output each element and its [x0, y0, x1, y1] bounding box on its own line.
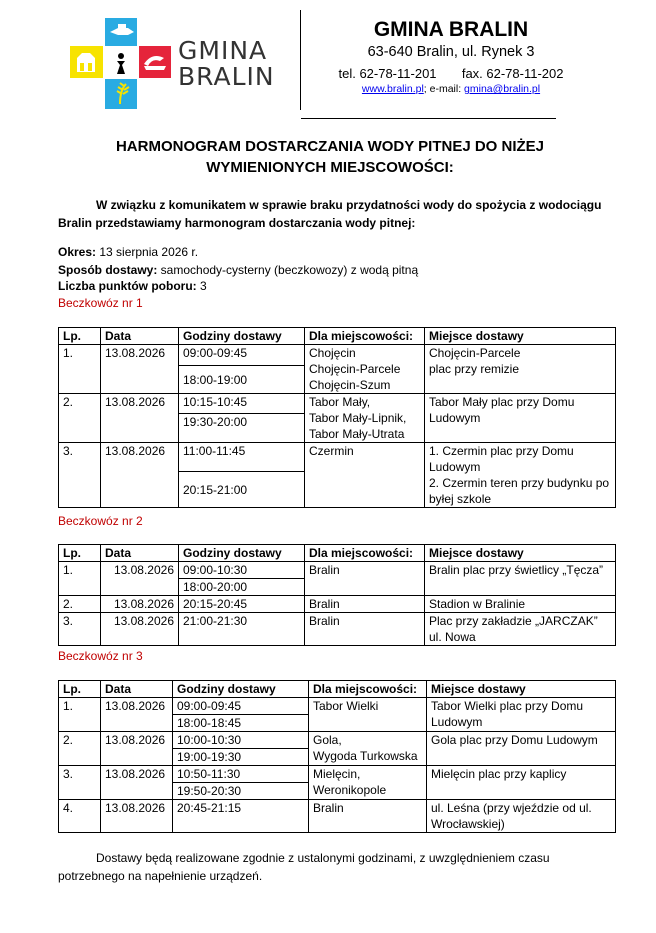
schedule-table-1: [58, 327, 616, 508]
header-tel: tel. 62-78-11-201: [338, 66, 437, 81]
table-header-row: [59, 328, 616, 345]
place: Chojęcin-Szum: [309, 378, 391, 392]
cell-time: 20:45-21:15: [173, 800, 309, 833]
table-row: [59, 562, 616, 579]
logo-wordmark: [178, 38, 275, 90]
liczba-label: Liczba punktów poboru:: [58, 279, 197, 293]
schedule-table-3: [58, 680, 616, 833]
email-label: ; e-mail:: [423, 83, 462, 95]
cell-location: Plac przy zakładzie „JARCZAK” ul. Nowa: [425, 613, 616, 646]
col-miejscowosci: Dla miejscowości:: [305, 328, 425, 345]
cell-lp: 2.: [59, 394, 101, 443]
cell-lp: 2.: [59, 596, 101, 613]
col-miejscowosci: Dla miejscowości:: [305, 545, 425, 562]
header-address: 63-640 Bralin, ul. Rynek 3: [367, 44, 535, 60]
cell-time: 11:00-11:45: [179, 443, 305, 472]
col-godziny: Godziny dostawy: [173, 681, 309, 698]
col-data: Data: [101, 545, 179, 562]
cell-places: [309, 732, 427, 766]
table-row: [59, 800, 616, 833]
section-title-beczkowoz-2: Beczkowóz nr 2: [58, 514, 143, 528]
meta-sposob: [58, 263, 418, 277]
website-link[interactable]: www.bralin.pl: [361, 83, 424, 95]
logo-line-1: GMINA: [178, 36, 268, 65]
place: Weronikopole: [313, 783, 387, 797]
place: Chojęcin: [309, 346, 356, 360]
table-row: [59, 394, 616, 414]
cell-date: 13.08.2026: [101, 698, 173, 732]
cell-date: 13.08.2026: [101, 766, 173, 800]
cell-lp: 3.: [59, 443, 101, 508]
table-row: [59, 698, 616, 715]
cell-time: 19:50-20:30: [173, 783, 309, 800]
cell-time: 09:00-09:45: [173, 698, 309, 715]
place: Tabor Mały-Utrata: [309, 427, 405, 441]
table-header-row: [59, 681, 616, 698]
cell-location: [425, 345, 616, 394]
location-line: Chojęcin-Parcele: [429, 346, 521, 360]
header-contact: [301, 83, 601, 95]
document-title: [80, 136, 580, 178]
col-miejscowosci: Dla miejscowości:: [309, 681, 427, 698]
cell-location: Gola plac przy Domu Ludowym: [427, 732, 616, 766]
cell-time: 09:00-09:45: [179, 345, 305, 366]
cell-places: [309, 766, 427, 800]
table-row: [59, 732, 616, 749]
cell-time: 10:50-11:30: [173, 766, 309, 783]
col-lp: Lp.: [59, 328, 101, 345]
cell-places: Bralin: [305, 562, 425, 596]
cell-places: Bralin: [305, 613, 425, 646]
place: Tabor Mały-Lipnik,: [309, 411, 407, 425]
place: Gola,: [313, 733, 342, 747]
location-line: 2. Czermin teren przy budynku po byłej szkole: [429, 476, 610, 506]
cell-places: [305, 345, 425, 394]
cell-time: 10:15-10:45: [179, 394, 305, 414]
cell-location: ul. Leśna (przy wjeździe od ul. Wrocławskiej): [427, 800, 616, 833]
cell-places: Czermin: [305, 443, 425, 508]
cell-date: 13.08.2026: [101, 394, 179, 443]
place: Tabor Mały,: [309, 395, 371, 409]
cell-places: [305, 394, 425, 443]
table-row: [59, 613, 616, 646]
cell-places: Bralin: [309, 800, 427, 833]
cell-lp: 1.: [59, 345, 101, 394]
intro-paragraph: W związku z komunikatem w sprawie braku przydatności wody do spożycia z wodociągu Bralin przedstawiamy harmonogram dostarczania wody pitnej:: [58, 198, 602, 230]
cell-lp: 3.: [59, 613, 101, 646]
footer-note: Dostawy będą realizowane zgodnie z ustalonymi godzinami, z uwzględnieniem czasu potrzebnego na napełnienie urządzeń.: [58, 851, 550, 883]
header-fax: fax. 62-78-11-202: [461, 66, 564, 81]
place: Wygoda Turkowska: [313, 749, 418, 763]
cell-date: 13.08.2026: [101, 596, 179, 613]
meta-okres: [58, 245, 198, 259]
cell-date: 13.08.2026: [101, 443, 179, 508]
logo-line-2: BRALIN: [178, 62, 275, 91]
cell-lp: 4.: [59, 800, 101, 833]
table-row: [59, 766, 616, 783]
col-miejsce: Miejsce dostawy: [425, 328, 616, 345]
section-title-beczkowoz-3: Beczkowóz nr 3: [58, 649, 143, 663]
table-row: [59, 596, 616, 613]
schedule-table-2: [58, 544, 616, 646]
meta-liczba: [58, 279, 207, 293]
cell-time: 18:00-18:45: [173, 715, 309, 732]
cell-time: 19:30-20:00: [179, 414, 305, 443]
col-data: Data: [101, 681, 173, 698]
cell-date: 13.08.2026: [101, 800, 173, 833]
col-godziny: Godziny dostawy: [179, 328, 305, 345]
place: Chojęcin-Parcele: [309, 362, 401, 376]
okres-value: 13 sierpnia 2026 r.: [96, 245, 199, 259]
section-title-beczkowoz-1: Beczkowóz nr 1: [58, 296, 143, 310]
email-link[interactable]: gmina@bralin.pl: [464, 83, 541, 95]
header-phone: [301, 66, 601, 81]
location-line: plac przy remizie: [429, 362, 520, 376]
cell-location: Mielęcin plac przy kaplicy: [427, 766, 616, 800]
table-row: [59, 345, 616, 366]
cell-lp: 2.: [59, 732, 101, 766]
cell-time: 20:15-20:45: [179, 596, 305, 613]
cell-date: 13.08.2026: [101, 345, 179, 394]
cell-time: 21:00-21:30: [179, 613, 305, 646]
sposob-label: Sposób dostawy:: [58, 263, 158, 277]
cell-location: [425, 443, 616, 508]
cell-time: 18:00-20:00: [179, 579, 305, 596]
cell-places: Bralin: [305, 596, 425, 613]
coat-of-arms-icon: [70, 14, 180, 109]
cell-date: 13.08.2026: [101, 562, 179, 596]
col-miejsce: Miejsce dostawy: [425, 545, 616, 562]
col-lp: Lp.: [59, 681, 101, 698]
cell-places: Tabor Wielki: [309, 698, 427, 732]
location-line: 1. Czermin plac przy Domu Ludowym: [429, 444, 574, 474]
cell-location: Tabor Wielki plac przy Domu Ludowym: [427, 698, 616, 732]
cell-lp: 1.: [59, 562, 101, 596]
title-line-1: HARMONOGRAM DOSTARCZANIA WODY PITNEJ DO NIŻEJ: [115, 138, 545, 155]
title-line-2: WYMIENIONYCH MIEJSCOWOŚCI:: [206, 159, 454, 176]
okres-label: Okres:: [58, 245, 97, 259]
col-data: Data: [101, 328, 179, 345]
cell-location: Tabor Mały plac przy Domu Ludowym: [425, 394, 616, 443]
cell-time: 10:00-10:30: [173, 732, 309, 749]
table-header-row: [59, 545, 616, 562]
cell-lp: 3.: [59, 766, 101, 800]
cell-time: 19:00-19:30: [173, 749, 309, 766]
cell-time: 09:00-10:30: [179, 562, 305, 579]
sposob-value: samochody-cysterny (beczkowozy) z wodą pitną: [157, 263, 419, 277]
header-title: GMINA BRALIN: [373, 18, 529, 41]
place: Mielęcin,: [313, 767, 361, 781]
col-godziny: Godziny dostawy: [179, 545, 305, 562]
col-miejsce: Miejsce dostawy: [427, 681, 616, 698]
cell-date: 13.08.2026: [101, 732, 173, 766]
cell-location: Stadion w Bralinie: [425, 596, 616, 613]
col-lp: Lp.: [59, 545, 101, 562]
table-row: [59, 443, 616, 472]
header-divider-horizontal: [301, 118, 556, 119]
cell-date: 13.08.2026: [101, 613, 179, 646]
cell-lp: 1.: [59, 698, 101, 732]
cell-time: 18:00-19:00: [179, 366, 305, 394]
liczba-value: 3: [196, 279, 207, 293]
cell-location: Bralin plac przy świetlicy „Tęcza”: [425, 562, 616, 596]
cell-time: 20:15-21:00: [179, 472, 305, 508]
